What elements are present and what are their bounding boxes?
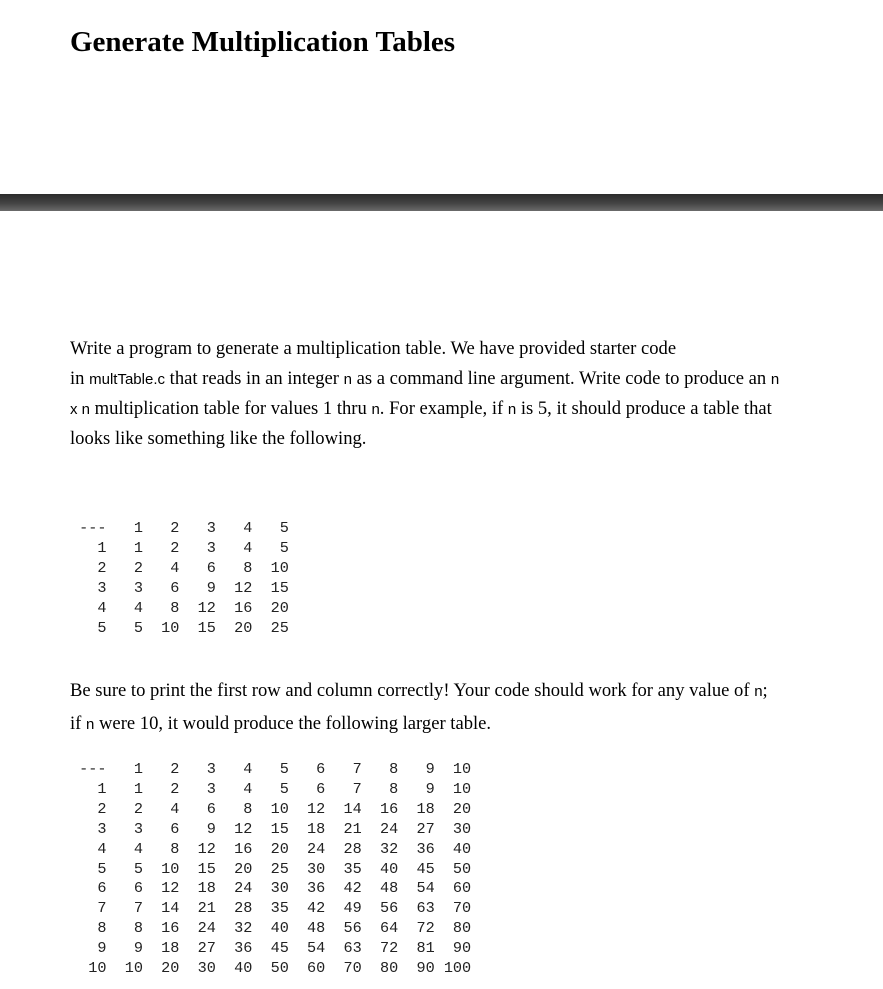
- followup-line-1: [70, 674, 768, 707]
- table-cell: 14: [161, 899, 180, 918]
- table-row: [70, 899, 471, 919]
- header-cell: 8: [389, 760, 399, 778]
- row-label-cell: 2: [97, 558, 107, 577]
- table-cell: 9: [425, 779, 435, 798]
- table-cell: 1: [133, 538, 143, 557]
- intro-text: multiplication table for values 1 thru: [90, 398, 372, 419]
- table-cell: 5: [279, 538, 289, 557]
- table-cell: 12: [197, 598, 216, 617]
- table-cell: 4: [170, 558, 180, 577]
- table-cell: 30: [197, 959, 216, 978]
- table-cell: 14: [343, 799, 362, 818]
- table-cell: 12: [197, 839, 216, 858]
- table-header-row: [70, 760, 471, 780]
- row-label-cell: 6: [97, 879, 107, 898]
- table-cell: 30: [307, 859, 326, 878]
- table-row: [70, 860, 471, 880]
- table-cell: 6: [170, 578, 180, 597]
- table-row: [70, 559, 289, 579]
- multiplication-table-10: [70, 760, 471, 979]
- table-cell: 4: [133, 839, 143, 858]
- table-cell: 64: [379, 919, 399, 938]
- table-cell: 9: [133, 939, 143, 958]
- table-cell: 3: [133, 819, 143, 838]
- table-cell: 15: [270, 578, 289, 597]
- table-row: [70, 879, 471, 899]
- table-cell: 63: [416, 899, 435, 918]
- table-row: [70, 959, 471, 979]
- table-cell: 18: [307, 819, 326, 838]
- header-cell: 6: [316, 760, 326, 778]
- header-cell: ---: [79, 760, 107, 778]
- table-cell: 10: [270, 558, 289, 577]
- table-cell: 40: [452, 839, 472, 858]
- page-title: Generate Multiplication Tables: [70, 26, 456, 58]
- row-label-cell: 1: [97, 779, 107, 798]
- table-row: [70, 619, 289, 639]
- multiplication-table-5: [70, 519, 289, 638]
- table-cell: 20: [234, 618, 253, 637]
- table-cell: 27: [416, 819, 435, 838]
- table-cell: 28: [343, 839, 362, 858]
- table-row: [70, 840, 471, 860]
- table-cell: 35: [343, 859, 362, 878]
- header-cell: 10: [452, 760, 472, 778]
- row-label-cell: 10: [88, 959, 107, 978]
- table-row: [70, 919, 471, 939]
- header-cell: 1: [133, 760, 143, 778]
- table-cell: 24: [234, 879, 253, 898]
- table-cell: 81: [416, 939, 435, 958]
- table-cell: 20: [270, 598, 289, 617]
- intro-text: in: [70, 368, 90, 389]
- table-cell: 16: [161, 919, 180, 938]
- table-cell: 20: [452, 799, 472, 818]
- header-cell: 5: [279, 519, 289, 537]
- intro-line-2: [70, 364, 779, 394]
- table-cell: 2: [170, 779, 180, 798]
- header-cell: 7: [352, 760, 362, 778]
- table-cell: 7: [352, 779, 362, 798]
- header-cell: 3: [206, 519, 216, 537]
- table-cell: 20: [270, 839, 289, 858]
- intro-line-1: [70, 334, 779, 364]
- table-cell: 5: [133, 859, 143, 878]
- table-cell: 6: [206, 799, 216, 818]
- table-row: [70, 800, 471, 820]
- table-cell: 24: [197, 919, 216, 938]
- variable-code: x n: [70, 401, 91, 418]
- followup-paragraph: [70, 674, 768, 740]
- header-cell: 9: [425, 760, 435, 778]
- table-cell: 15: [197, 618, 216, 637]
- table-cell: 8: [243, 799, 253, 818]
- row-label-cell: 8: [97, 919, 107, 938]
- filename-code: multTable.c: [89, 371, 165, 388]
- table-cell: 18: [161, 939, 180, 958]
- intro-text: as a command line argument. Write code to produce an: [351, 368, 771, 389]
- table-cell: 54: [416, 879, 435, 898]
- table-cell: 49: [343, 899, 362, 918]
- table-cell: 56: [343, 919, 362, 938]
- table-cell: 90: [416, 959, 435, 978]
- table-cell: 56: [379, 899, 399, 918]
- header-cell: ---: [79, 519, 107, 537]
- row-label-cell: 4: [97, 598, 107, 617]
- table-cell: 25: [270, 618, 289, 637]
- table-cell: 15: [197, 859, 216, 878]
- variable-code: n: [371, 401, 380, 418]
- table-cell: 32: [234, 919, 253, 938]
- table-row: [70, 599, 289, 619]
- table-cell: 27: [197, 939, 216, 958]
- row-label-cell: 2: [97, 799, 107, 818]
- table-cell: 18: [197, 879, 216, 898]
- table-cell: 8: [243, 558, 253, 577]
- table-cell: 80: [379, 959, 399, 978]
- intro-text: . For example, if: [379, 398, 508, 419]
- row-label-cell: 3: [97, 819, 107, 838]
- table-row: [70, 820, 471, 840]
- table-cell: 40: [234, 959, 253, 978]
- table-row: [70, 780, 471, 800]
- table-cell: 10: [124, 959, 143, 978]
- table-cell: 60: [307, 959, 326, 978]
- table-cell: 24: [307, 839, 326, 858]
- table-cell: 25: [270, 859, 289, 878]
- intro-text: that reads in an integer: [165, 368, 344, 389]
- table-cell: 90: [452, 939, 472, 958]
- table-cell: 4: [243, 538, 253, 557]
- intro-text: looks like something like the following.: [70, 428, 367, 449]
- table-cell: 8: [389, 779, 399, 798]
- header-cell: 3: [206, 760, 216, 778]
- section-divider: [0, 194, 883, 211]
- table-cell: 2: [133, 799, 143, 818]
- header-cell: 5: [279, 760, 289, 778]
- variable-code: n: [343, 371, 352, 388]
- table-cell: 16: [234, 839, 253, 858]
- table-cell: 4: [133, 598, 143, 617]
- table-cell: 40: [270, 919, 289, 938]
- table-cell: 54: [307, 939, 326, 958]
- variable-code: n: [754, 683, 763, 700]
- intro-text: is 5, it should produce a table that: [516, 398, 772, 419]
- table-cell: 72: [416, 919, 435, 938]
- table-cell: 4: [170, 799, 180, 818]
- followup-text: if: [70, 713, 87, 734]
- table-cell: 12: [161, 879, 180, 898]
- table-cell: 45: [416, 859, 435, 878]
- table-cell: 32: [379, 839, 399, 858]
- intro-text: Write a program to generate a multiplication table. We have provided starter code: [70, 338, 677, 359]
- table-cell: 50: [452, 859, 472, 878]
- table-cell: 63: [343, 939, 362, 958]
- table-cell: 6: [206, 558, 216, 577]
- table-cell: 16: [234, 598, 253, 617]
- table-cell: 70: [343, 959, 362, 978]
- table-cell: 42: [307, 899, 326, 918]
- table-cell: 100: [443, 959, 472, 978]
- table-cell: 72: [379, 939, 399, 958]
- table-cell: 9: [206, 578, 216, 597]
- table-cell: 4: [243, 779, 253, 798]
- table-cell: 1: [133, 779, 143, 798]
- table-cell: 15: [270, 819, 289, 838]
- table-cell: 2: [170, 538, 180, 557]
- table-cell: 40: [379, 859, 399, 878]
- table-cell: 5: [279, 779, 289, 798]
- table-cell: 24: [379, 819, 399, 838]
- variable-code: n: [86, 716, 95, 733]
- table-cell: 3: [206, 538, 216, 557]
- table-cell: 70: [452, 899, 472, 918]
- table-cell: 16: [379, 799, 399, 818]
- table-cell: 10: [161, 618, 180, 637]
- variable-code: n: [507, 401, 517, 418]
- intro-paragraph: [70, 334, 779, 454]
- table-cell: 10: [270, 799, 289, 818]
- header-cell: 2: [170, 760, 180, 778]
- table-row: [70, 579, 289, 599]
- table-cell: 30: [270, 879, 289, 898]
- table-cell: 36: [416, 839, 435, 858]
- header-cell: 4: [243, 519, 253, 537]
- table-cell: 20: [234, 859, 253, 878]
- table-cell: 60: [452, 879, 472, 898]
- table-cell: 20: [161, 959, 180, 978]
- table-cell: 45: [270, 939, 289, 958]
- row-label-cell: 5: [97, 859, 107, 878]
- variable-code: n: [770, 371, 780, 388]
- row-label-cell: 4: [97, 839, 107, 858]
- table-cell: 21: [343, 819, 362, 838]
- header-cell: 4: [243, 760, 253, 778]
- table-cell: 2: [133, 558, 143, 577]
- intro-line-4: [70, 424, 779, 454]
- table-row: [70, 939, 471, 959]
- table-cell: 8: [170, 598, 180, 617]
- table-cell: 21: [197, 899, 216, 918]
- table-cell: 80: [452, 919, 472, 938]
- table-cell: 48: [379, 879, 399, 898]
- table-cell: 30: [452, 819, 472, 838]
- table-cell: 10: [452, 779, 472, 798]
- table-cell: 36: [307, 879, 326, 898]
- row-label-cell: 9: [97, 939, 107, 958]
- table-cell: 50: [270, 959, 289, 978]
- table-cell: 3: [133, 578, 143, 597]
- followup-text: ;: [762, 680, 768, 701]
- row-label-cell: 1: [97, 538, 107, 557]
- table-cell: 6: [170, 819, 180, 838]
- table-cell: 36: [234, 939, 253, 958]
- row-label-cell: 3: [97, 578, 107, 597]
- header-cell: 2: [170, 519, 180, 537]
- table-cell: 5: [133, 618, 143, 637]
- table-cell: 10: [161, 859, 180, 878]
- followup-text: Be sure to print the first row and column correctly! Your code should work for any value of: [70, 680, 755, 701]
- table-cell: 8: [133, 919, 143, 938]
- table-cell: 28: [234, 899, 253, 918]
- table-row: [70, 539, 289, 559]
- table-cell: 6: [133, 879, 143, 898]
- table-cell: 42: [343, 879, 362, 898]
- table-header-row: [70, 519, 289, 539]
- table-cell: 6: [316, 779, 326, 798]
- table-cell: 18: [416, 799, 435, 818]
- table-cell: 12: [307, 799, 326, 818]
- followup-line-2: [70, 707, 768, 740]
- intro-line-3: [70, 394, 779, 424]
- table-cell: 7: [133, 899, 143, 918]
- table-cell: 9: [206, 819, 216, 838]
- followup-text: were 10, it would produce the following larger table.: [94, 713, 492, 734]
- table-cell: 48: [307, 919, 326, 938]
- header-cell: 1: [133, 519, 143, 537]
- table-cell: 12: [234, 578, 253, 597]
- table-cell: 12: [234, 819, 253, 838]
- table-cell: 35: [270, 899, 289, 918]
- table-cell: 3: [206, 779, 216, 798]
- table-cell: 8: [170, 839, 180, 858]
- row-label-cell: 7: [97, 899, 107, 918]
- row-label-cell: 5: [97, 618, 107, 637]
